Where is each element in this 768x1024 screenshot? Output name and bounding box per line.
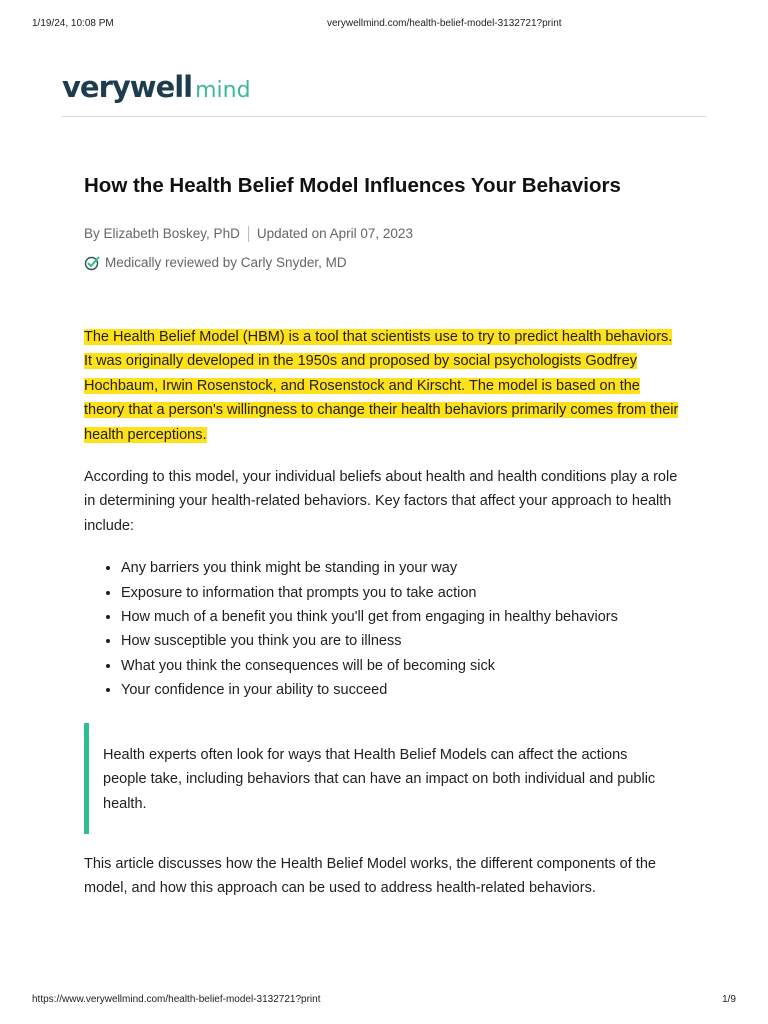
article bbox=[84, 170, 684, 901]
list-item: • Any barriers you think might be standing in your way bbox=[121, 556, 684, 580]
reviewer-link[interactable]: Medically reviewed by Carly Snyder, MD bbox=[105, 255, 347, 270]
logo-wordmark-main: verywell bbox=[62, 70, 193, 104]
highlighted-text: The Health Belief Model (HBM) is a tool that scientists use to try to predict health behaviors. It was originally developed in the 1950s and proposed by social psychologists Godfrey Hochbaum, Irwin Rosenstock, and Rosenstock and Kirscht. The model is based on the theory that a person's willingness to change their health behaviors primarily comes from their health perceptions. bbox=[84, 329, 679, 443]
paragraph-summary: This article discusses how the Health Belief Model works, the different components of the model, and how this approach can be used to address health-related behaviors. bbox=[84, 855, 656, 897]
list-item: • How susceptible you think you are to illness bbox=[121, 629, 684, 653]
article-title: How the Health Belief Model Influences Your Behaviors bbox=[84, 174, 621, 197]
medical-review bbox=[84, 253, 684, 273]
page-number: 1/9 bbox=[722, 994, 736, 1005]
intro-paragraph bbox=[84, 325, 684, 447]
print-header bbox=[32, 18, 736, 32]
list-item: • Exposure to information that prompts you to take action bbox=[121, 581, 684, 605]
list-item: • Your confidence in your ability to succeed bbox=[121, 678, 684, 702]
callout-text: Health experts often look for ways that Health Belief Models can affect the actions people take, including behaviors that can have an impact on both individual and public health. bbox=[103, 746, 656, 812]
paragraph-factors: According to this model, your individual beliefs about health and health conditions play a role in determining your health-related behaviors. Key factors that affect your approach to health include: bbox=[84, 469, 678, 534]
header-divider bbox=[62, 116, 706, 117]
factor-list bbox=[84, 556, 684, 702]
author-link[interactable]: By Elizabeth Boskey, PhD bbox=[84, 226, 240, 241]
print-footer bbox=[32, 994, 736, 1008]
byline bbox=[84, 224, 684, 244]
verified-check-icon bbox=[84, 255, 100, 271]
site-logo[interactable] bbox=[62, 70, 251, 110]
print-datetime: 1/19/24, 10:08 PM bbox=[32, 18, 114, 29]
print-footer-url: https://www.verywellmind.com/health-belief-model-3132721?print bbox=[32, 994, 321, 1005]
byline-separator bbox=[248, 226, 249, 242]
print-header-url: verywellmind.com/health-belief-model-3132721?print bbox=[327, 18, 562, 29]
callout-box bbox=[84, 723, 665, 834]
list-item: • What you think the consequences will be of becoming sick bbox=[121, 654, 684, 678]
list-item: • How much of a benefit you think you'll get from engaging in healthy behaviors bbox=[121, 605, 684, 629]
logo-wordmark-sub: mind bbox=[195, 78, 251, 103]
updated-date: Updated on April 07, 2023 bbox=[256, 226, 413, 241]
